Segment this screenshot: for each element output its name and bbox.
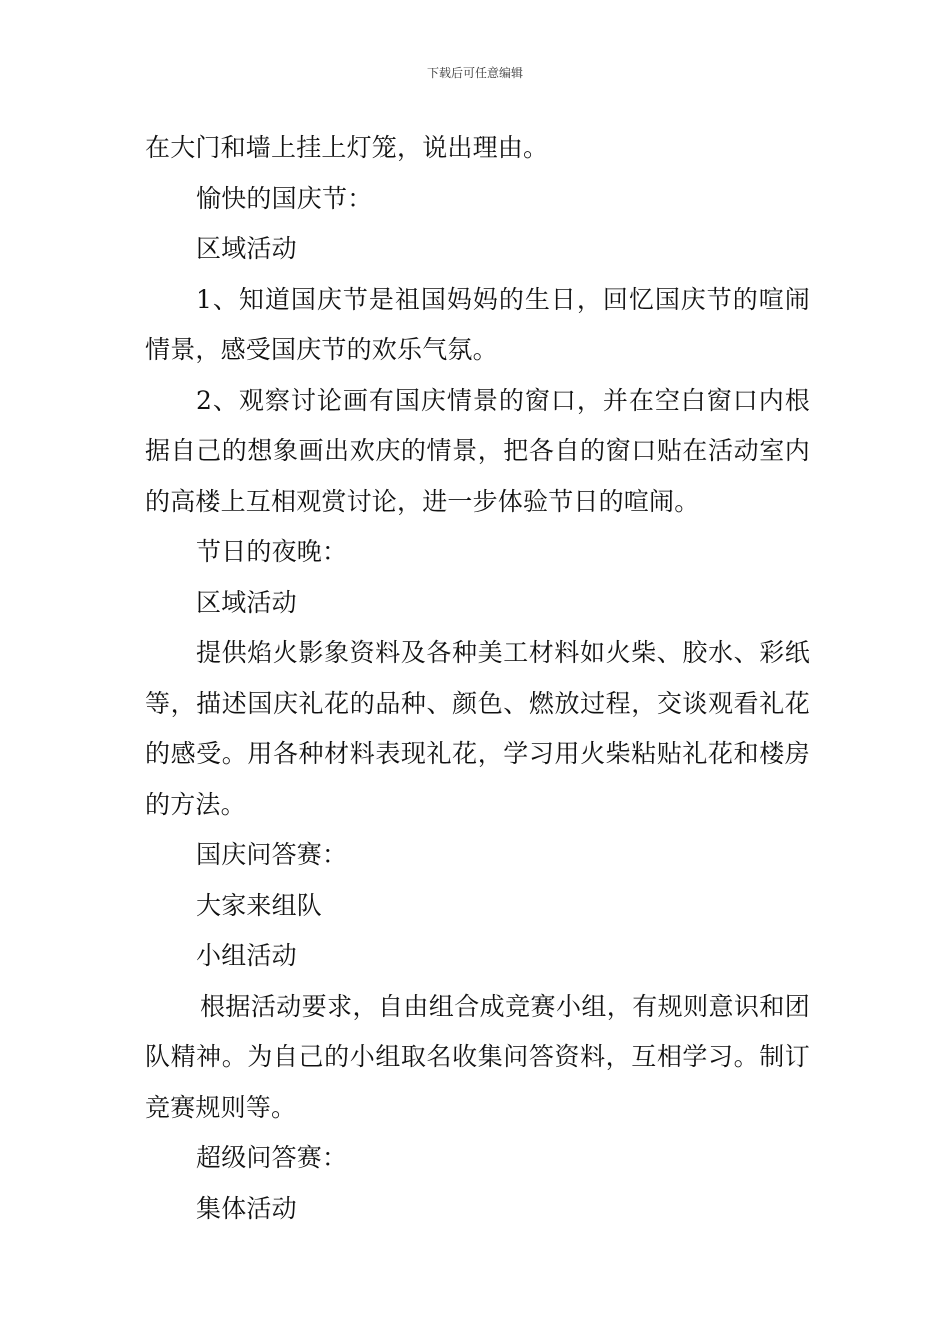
label-form-teams: 大家来组队 [196, 890, 323, 920]
paragraph-team-rules: 根据活动要求，自由组合成竞赛小组，有规则意识和团队精神。为自己的小组取名收集问答资料，互相学习。制订竞赛规则等。 [145, 991, 810, 1122]
heading-happy-national-day: 愉快的国庆节： [196, 183, 373, 213]
heading-festival-night: 节日的夜晚： [196, 537, 348, 566]
label-collective-activity: 集体活动 [196, 1193, 297, 1223]
paragraph-item-1: 1、知道国庆节是祖国妈妈的生日，回忆国庆节的喧闹情景，感受国庆节的欢乐气氛。 [145, 284, 810, 364]
page-header-note: 下载后可任意编辑 [426, 66, 523, 80]
label-area-activity: 区域活动 [196, 234, 297, 263]
heading-super-quiz: 超级问答赛： [196, 1143, 348, 1172]
label-area-activity-2: 区域活动 [196, 587, 297, 617]
label-group-activity: 小组活动 [196, 941, 297, 970]
paragraph-fireworks: 提供焰火影象资料及各种美工材料如火柴、胶水、彩纸等，描述国庆礼花的品种、颜色、燃放过程，交谈观看礼花的感受。用各种材料表现礼花，学习用火柴粘贴礼花和楼房的方法。 [145, 638, 810, 819]
paragraph-item-2: 2、观察讨论画有国庆情景的窗口，并在空白窗口内根据自己的想象画出欢庆的情景，把各自的窗口贴在活动室内的高楼上互相观赏讨论，进一步体验节日的喧闹。 [145, 385, 810, 516]
heading-quiz: 国庆问答赛： [196, 840, 348, 869]
document-body [145, 123, 810, 1234]
paragraph-lantern-reason: 在大门和墙上挂上灯笼，说出理由。 [145, 133, 549, 162]
